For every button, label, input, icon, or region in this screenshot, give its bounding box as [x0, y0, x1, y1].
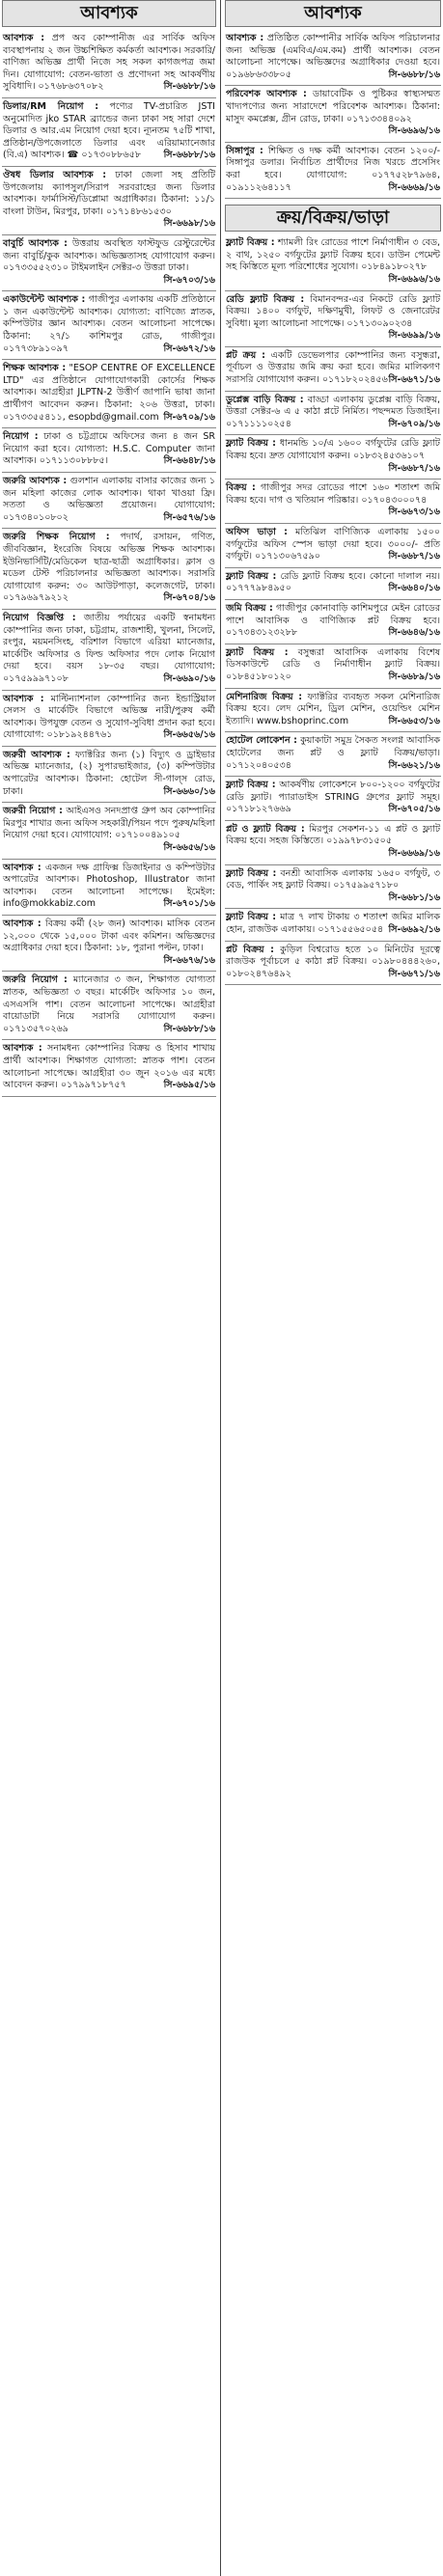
ad-keyword: সিঙ্গাপুর :: [226, 145, 263, 156]
ad-reference: সি-৬৬৬৯/১৬: [388, 181, 440, 193]
classified-ad: [225, 347, 441, 392]
ad-text: একটি ডেভেলপার কোম্পানির জন্য বসুন্ধরা, পূর্বাচল ও উত্তরায় জমি ক্রয় করা হবে। জমির মালিকগণ সরাসরি যোগাযোগ করুন। ০১৭১৮২০২৪৫৬: [226, 349, 440, 386]
ad-text: পণ্যের TV-প্রচারিত JSTI অনুমোদিত jko STAR ব্র্যান্ডের জন্য ঢাকা সহ সারা দেশে ডিলার ও আর.এম নিয়োগ দেয়া হবে। ন্যূনতম ৭৫টি শাখা, প্রতিষ্ঠান/উপজেলাতে ডিলার এবং এরিয়াম্যানেজার (বি.এ) আবশ্যক। ☎ ০১৭৩০৮৮৬৫৮: [3, 100, 215, 161]
ad-text: গাজীপুর কোনাবাড়ি কাশিমপুরে মেইন রোডের পাশে আবাসিক ও বাণিজ্যিক প্লট বিক্রয় হবে। ০১৭৩৪৩১২৩২৮৮: [226, 602, 441, 639]
classified-ad: [2, 529, 216, 610]
ad-keyword: আবশ্যক :: [3, 693, 44, 704]
ad-text: সনামধন্য কোম্পানির বিক্রয় ও হিসাব শাখায় প্রার্থী আবশ্যক। শিক্ষাগত যোগ্যতা: স্নাতক পাশ। বেতন আলোচনা সাপেক্ষে। আগ্রহীরা ৩০ জুন ২০১৬ এর মধ্যে আবেদন করুন। ০১৭৯৯৭১৮৭৫৭: [3, 1043, 215, 1091]
left-column: [2, 0, 216, 1097]
left-ads-list: [2, 30, 216, 1097]
classified-ad: [2, 860, 216, 916]
classified-ad: [2, 916, 216, 972]
ad-reference: সি-৬৭০১/১৬: [163, 898, 215, 910]
classified-ad: [225, 435, 441, 480]
classified-ad: [2, 473, 216, 529]
classified-ad: [2, 972, 216, 1040]
ad-text: বিক্রয় কর্মী (২৮ জন) আবশ্যক। মাসিক বেতন ১২,০০০ থেকে ১৫,০০০ টাকা এবং কমিশন। অভিজ্ঞদের অগ্রাধিকার দেয়া হবে। ঠিকানা: ১৮, পুরানা পল্টন, ঢাকা।: [3, 918, 216, 954]
ad-text: মতিঝিল বাণিজ্যিক এলাকায় ১৫০০ বর্গফুটের অফিস স্পেস ভাড়া দেয়া হবে। ৩০০০/- প্রতি বর্গফুট। ০১৭১৩০৬৭৫৯০: [226, 527, 441, 562]
ad-reference: সি-৬৬৮৯/১৬: [388, 671, 440, 682]
ad-text: শিক্ষিত ও দক্ষ কর্মী আবশ্যক। বেতন ১২০০/- সিঙ্গাপুর ডলার। নির্বাচিত প্রার্থীদের নিজ খরচে প্রসেসিং করা হবে। যোগাযোগ: ০১৭৭৫২৮৭৯৬৪, ০১৯১১২৬৪১১৭: [226, 145, 440, 193]
classified-ad: [2, 691, 216, 747]
ad-reference: সি-৬৭০৯/১৬: [163, 411, 215, 423]
ad-text: গাজীপুর এলাকায় একটি প্রতিষ্ঠানে ১ জন একাউন্টেন্ট আবশ্যক। যোগ্যতা: বাণিজ্যে স্নাতক, কম্পিউটার জ্ঞান আবশ্যক। বেতন আলোচনা সাপেক্ষে। ঠিকানা: ২৭/১ কাশিমপুর রোড, গাজীপুর। ০১৭৭৩৮৯১০৯৭: [3, 294, 215, 354]
ad-keyword: জরুরী আবশ্যক :: [3, 749, 70, 760]
ad-keyword: জরুরি নিয়োগ :: [3, 974, 68, 986]
ad-reference: সি-৬৬৪৬/১৬: [388, 627, 440, 639]
ad-text: বনশ্রী আবাসিক এলাকায় ১৬৫০ বর্গফুট, ৩ বেড, পার্কিং সহ ফ্ল্যাট বিক্রয়। ০১৭৫৯৯৫৭১৮০: [226, 867, 440, 891]
ad-text: "ESOP CENTRE OF EXCELLENCE LTD" এর প্রতিষ্ঠানে যোগাযোগকারী কোর্সের শিক্ষক আবশ্যক। আগ্রহীরা JLPTN-2 উত্তীর্ণ জাপানি ভাষা জানা প্রার্থীগণ আবেদন করুন। ঠিকানা: ২০৬ উত্তরা, ঢাকা। ০১৭৩৩৫৫৪১১, esopbd@gmail.com: [3, 363, 215, 423]
ad-keyword: রেডি ফ্ল্যাট বিক্রয় :: [226, 293, 305, 305]
ad-text: কুড়িল বিশ্বরোড হতে ১০ মিনিটের দূরত্বে রাজউক পূর্বাচলে ৫ কাঠা প্লট বিক্রয়। ০১৯৮০৪৪৪২৬০, ০১৮০২৪৭৬৪৯২: [226, 944, 440, 979]
ad-reference: সি-৬৬৭৩/১৬: [388, 507, 440, 518]
classified-ad: [225, 732, 441, 777]
classified-ad: [225, 30, 441, 86]
classified-ad: [2, 747, 216, 803]
ad-reference: সি-৬৬৭১/১৬: [388, 968, 440, 979]
ad-reference: সি-৬৬৫৩/১৬: [388, 715, 440, 726]
ad-keyword: হোটেল লোকেশন :: [226, 735, 297, 747]
ad-keyword: শিক্ষক আবশ্যক :: [3, 363, 67, 374]
ad-reference: সি-৬৭০৫/১৬: [388, 804, 440, 815]
ad-reference: সি-৬৬৯০/১৬: [163, 672, 215, 684]
ad-keyword: ফ্ল্যাট বিক্রয় :: [226, 912, 277, 923]
classified-ad: [225, 480, 441, 524]
ad-reference: সি-৬৫৭৬/১৬: [163, 511, 215, 523]
ad-reference: সি-৬৬৬০/১৬: [163, 785, 215, 797]
ad-text: বাড্ডা এলাকায় ডুপ্লেক্স বাড়ি বিক্রয়, উত্তরা সেক্টর-৬ এ ৫ কাঠা প্লটে নির্মিত। পছন্দমত ডিজাইন। ০১৭১১১১০২৫৪: [226, 394, 440, 429]
ad-reference: সি-৬৬২১/১৬: [388, 759, 440, 771]
classified-ad: [225, 392, 441, 436]
ad-keyword: ফ্ল্যাট বিক্রয় :: [226, 570, 277, 582]
ad-text: বসুন্ধরা আবাসিক এলাকায় বিশেষ ডিসকাউন্টে রেডি ও নির্মাণাধীন ফ্ল্যাট বিক্রয়। ০১৮৪৫১৮০১২০: [226, 646, 440, 682]
section-header-buy-sell: ক্রয়/বিক্রয়/ভাড়া: [225, 205, 441, 232]
ad-text: একজন দক্ষ গ্রাফিক্স ডিজাইনার ও কম্পিউটার অপারেটর আবশ্যক। Photoshop, Illustrator জানা আবশ্যক। বেতন আলোচনা সাপেক্ষে। ইমেইল: info@mokkabiz.com: [3, 862, 215, 910]
ad-keyword: নিয়োগ :: [3, 431, 39, 443]
ad-keyword: জরুরি আবশ্যক :: [3, 476, 68, 486]
ad-keyword: বাবুর্চি আবশ্যক :: [3, 237, 68, 249]
ad-keyword: প্লট ক্রয় :: [226, 349, 265, 361]
classified-ad: [2, 291, 216, 360]
buy-sell-ads-list: [225, 234, 441, 985]
classified-ad: [2, 167, 216, 235]
ad-text: আইএসও সনদপ্রাপ্ত গ্রুপ অব কোম্পানির মিরপুর শাখার জন্য অফিস সহকারী/পিয়ন পদে পুরুষ/মহিলা নিয়োগ দেয়া হবে। যোগাযোগ: ০১৭১০০৪৯১০৫: [3, 806, 215, 841]
ad-text: ঢাকা ও চট্টগ্রামে অফিসের জন্য ৪ জন SR নিয়োগ করা হবে। যোগ্যতা: H.S.C. Computer জানা আবশ্যক। ০১৭১১৩০৮৮৮৫।: [3, 431, 215, 467]
ad-text: জাতীয় পর্যায়ের একটি স্বনামধন্য কোম্পানির জন্য ঢাকা, চট্টগ্রাম, রাজশাহী, খুলনা, সিলেট, রংপুর, ময়মনসিংহ, বরিশাল বিভাগে এরিয়া ম্যানেজার, মার্কেটিং অফিসার ও ফিল্ড অফিসার পদে লোক নিয়োগ দেয়া হবে। বয়স ১৮-৩৫ বছর। যোগাযোগ: ০১৭৫৯৯৯৭১০৮: [3, 612, 215, 684]
classified-ad: [2, 1040, 216, 1096]
classified-ad: [225, 291, 441, 347]
ad-reference: সি-৬৬৪০/১৬: [388, 583, 440, 594]
ad-text: রেডি ফ্ল্যাট বিক্রয় হবে। কোনো দালাল নয়। ০১৭৭৭৯৮৪৯৫০: [226, 570, 440, 594]
ad-text: ডায়াবেটিক ও পুষ্টিকর স্বাস্থ্যসম্মত খাদ্যপণ্যের জন্য সারাদেশে পরিবেশক আবশ্যক। ঠিকানা: মাসুদ কমপ্লেক্স, গ্রীন রোড, ঢাকা। ০১৭১৩৩৪৪০৯২: [226, 89, 440, 124]
ad-text: ঢাকা জেলা সহ প্রতিটি উপজেলায় ক্যাপসুল/সিরাপ সরবরাহের জন্য ডিলার আবশ্যক। ফার্মাসিস্ট/ডিপ্লোমা অগ্রাধিকার। ঠিকানা: ১১/১ বাংলা টাউন, মিরপুর, ঢাকা। ০১৭১৪৮৬১৫৩০: [3, 169, 215, 217]
ad-keyword: একাউন্টেন্ট আবশ্যক :: [3, 294, 86, 306]
classified-ad: [225, 909, 441, 941]
classified-ad: [2, 610, 216, 691]
section-header-left: আবশ্যক: [2, 0, 216, 27]
ad-text: মাল্টিন্যাশনাল কোম্পানির জন্য ইন্ডাস্ট্রিয়াল সেলস ও মার্কেটিং বিভাগে অভিজ্ঞ নারী/পুরুষ কর্মী আবশ্যক। উপযুক্ত বেতন ও সুযোগ-সুবিধা প্রদান করা হবে। যোগাযোগ: ০১৮১৯২৪৪৭৬১: [3, 693, 215, 741]
classified-ad: [225, 143, 441, 199]
ad-text: বিমানবন্দর-এর নিকটে রেডি ফ্ল্যাট বিক্রয়। ১৪০০ বর্গফুট, দক্ষিণমুখী, লিফট ও জেনারেটর সুবিধা। মূল্য আলোচনা সাপেক্ষে। ০১৭১৩০৯০২৩৪: [226, 293, 441, 329]
ad-keyword: আবশ্যক :: [226, 33, 264, 43]
ad-reference: সি-৬৬৮৮/১৬: [388, 69, 440, 80]
column-divider: [220, 0, 221, 2576]
classified-ad: [2, 803, 216, 859]
ad-keyword: প্লট ও ফ্ল্যাট বিক্রয় :: [226, 823, 305, 835]
ad-text: পদার্থ, রসায়ন, গণিত, জীববিজ্ঞান, ইংরেজি বিষয়ে অভিজ্ঞ শিক্ষক আবশ্যক। ইউনিভার্সিটি/মেডিকেল ছাত্র-ছাত্রী অগ্রাধিকার। ক্লাস ও মডেল টেস্ট পরিচালনার অভিজ্ঞতা আবশ্যক। সরাসরি যোগাযোগ করুন: ৩০ আউটপাড়া, কলেজগেট, ঢাকা। ০১৭৯৬৯৭৯২১২: [3, 532, 215, 604]
right-ads-list: [225, 30, 441, 199]
ad-text: ফ্যাক্টরির জন্য (১) বিদ্যুৎ ও ড্রাইভার অভিজ্ঞ ম্যানেজার, (২) সুপারভাইজার, (৩) কম্পিউটার অপারেটর আবশ্যক। ঠিকানা: হোটেল সী-গাল্‌স রোড, ঢাকা।: [3, 749, 215, 797]
ad-keyword: প্লট বিক্রয় :: [226, 944, 274, 955]
ad-keyword: নিয়োগ বিজ্ঞপ্তি :: [3, 612, 76, 623]
ad-keyword: বিক্রয় :: [226, 482, 256, 494]
ad-reference: সি-৬৬৯৯/১৬: [388, 330, 440, 342]
ad-reference: সি-৬৬৫৬/১৬: [163, 729, 215, 741]
ad-reference: সি-৬৬৫৬/১৬: [163, 842, 215, 854]
ad-reference: সি-৬৬৮৭/১৬: [388, 462, 440, 474]
ad-keyword: জরুরী নিয়োগ :: [3, 806, 63, 817]
right-column: [225, 0, 441, 985]
ad-keyword: ঔষধ ডিলার আবশ্যক :: [3, 169, 107, 180]
ad-reference: সি-৬৬৯৫/১৬: [163, 1080, 215, 1091]
ad-reference: সি-৬৭০৩/১৬: [163, 274, 215, 286]
ad-reference: সি-৬৬৭২/১৬: [163, 343, 215, 354]
ad-text: উত্তরায় অবস্থিত ফাস্টফুড রেস্টুরেন্টের জন্য বাবুর্চি/কুক আবশ্যক। অভিজ্ঞতাসহ যোগাযোগ করুন। ০১৭৩৩৫৫২৩১০ টাইমলাইন সেক্টর-৩ উত্তরা ঢাকা।: [3, 237, 216, 274]
ad-text: গুলশান এলাকায় বাসার কাজের জন্য ১ জন মহিলা কাজের লোক আবশ্যক। থাকা খাওয়া ফ্রি। সততা ও অভিজ্ঞতা প্রয়োজন। যোগাযোগ: ০১৭৩৪০১০৮০২: [3, 476, 215, 523]
ad-reference: সি-৬৬৮৮/১৬: [163, 150, 215, 161]
ad-reference: সি-৬৬৯৮/১৬: [163, 218, 215, 230]
ad-reference: সি-৬৬৮৮/১৬: [163, 81, 215, 93]
ad-keyword: ডুপ্লেক্স বাড়ি বিক্রয় :: [226, 394, 304, 405]
ad-text: মাত্র ৭ লাখ টাকায় ৩ শতাংশ জমির মালিক হোন, রাজউক এলাকায়। ০১৭১৫৫৬৫০৫৪: [226, 912, 440, 936]
ad-reference: সি-৬৬৭১/১৬: [388, 374, 440, 386]
classified-ad: [225, 86, 441, 142]
ad-keyword: আবশ্যক :: [3, 918, 42, 929]
classified-ad: [2, 360, 216, 428]
ad-text: আকর্ষণীয় লোকেশনে ৮০০-১২০০ বর্গফুটের রেডি ফ্ল্যাট। প্যারাডাইস STRING গ্রুপের ফ্ল্যাট সমূহ। ০১৭১৮১২৭৬৬৯: [226, 780, 440, 815]
ad-reference: সি-৬৬৮১/১৬: [388, 891, 440, 903]
classified-ad: [225, 234, 441, 290]
ad-text: শ্যামলী রিং রোডের পাশে নির্মাণাধীন ৩ বেড, ২ বাথ, ১২৫০ বর্গফুটের ফ্ল্যাট বিক্রয় হবে। ডাউন পেমেন্ট সহ কিস্তিতে মূল্য পরিশোধের সুযোগ। ০১৮৪৯১৮০২৭৮: [226, 237, 440, 273]
ad-reference: সি-৬৬৯২/১৬: [388, 924, 440, 936]
ad-keyword: আবশ্যক :: [3, 33, 45, 43]
ad-keyword: আবশ্যক :: [3, 862, 42, 873]
ad-reference: সি-৬৬৮৮/১৬: [163, 1023, 215, 1034]
ad-reference: সি-৬৬৬৯/১৬: [388, 848, 440, 860]
ad-reference: সি-৬৭০৪/১৬: [163, 592, 215, 604]
section-header-right: আবশ্যক: [225, 0, 441, 27]
classified-ad: [225, 524, 441, 568]
ad-keyword: ফ্ল্যাট বিক্রয় :: [226, 237, 275, 249]
ad-text: প্রপ অব কোম্পানীজ এর সার্বিক অফিস ব্যবস্থাপনায় ২ জন উচ্চশিক্ষিত কর্মকর্তা আবশ্যক। সরকারি/বাণিজ্য অভিজ্ঞ প্রার্থী নিজে সহ সকল কাগজপত্র জমা দিন। যোগাযোগ: বেতন-ভাতা ও প্রণোদনা সহ আকর্ষণীয় সুবিধাদি। ০১৭৬৮৬৩৭০৮২: [3, 33, 215, 93]
ad-text: ম্যানেজার ৩ জন, শিক্ষাগত যোগ্যতা স্নাতক, অভিজ্ঞতা ৩ বছর। মার্কেটিং অফিসার ১০ জন, এসএসসি পাশ। বেতন আলোচনা সাপেক্ষে। আগ্রহীরা বায়োডাটা নিয়ে সরাসরি যোগাযোগ করুন। ০১৭১৩৫৭০২৬৯: [3, 974, 215, 1034]
ad-reference: সি-৬৬৯৬/১৬: [388, 125, 440, 137]
ad-text: প্রতিষ্ঠিত কোম্পানীর সার্বিক অফিস পরিচালনার জন্য অভিজ্ঞ (এমবিএ/এম.কম) প্রার্থী আবশ্যক। বেতন আলোচনা সাপেক্ষে। অভিজ্ঞদের অগ্রাধিকার দেওয়া হবে। ০১৯৬৮৬৩৩৮০৫: [226, 33, 440, 80]
ad-keyword: ফ্ল্যাট বিক্রয় :: [226, 646, 289, 658]
ad-reference: সি-৬৬৪৮/১৬: [163, 455, 215, 467]
ad-reference: সি-৬৬৭৬/১৬: [163, 954, 215, 966]
ad-text: মিরপুর সেকশন-১১ এ প্লট ও ফ্ল্যাট বিক্রয় হবে। সহজ কিস্তিতে। ০১৯৯৭৮৩১৫০৫: [226, 823, 440, 847]
classified-ad: [225, 689, 441, 733]
ad-keyword: ফ্ল্যাট বিক্রয় :: [226, 438, 276, 450]
classified-ad: [2, 30, 216, 98]
classified-ad: [225, 821, 441, 865]
classified-ad: [225, 865, 441, 910]
classified-ad: [225, 777, 441, 821]
ad-text: কুয়াকাটা সমুদ্র সৈকত সংলগ্ন আবাসিক হোটেলের জন্য প্লট ও ফ্ল্যাট বিক্রয়/ভাড়া। ০১৭১২০৪০৫৩৪: [226, 735, 440, 771]
ad-reference: সি-৬৭০৯/১৬: [388, 418, 440, 429]
classified-ad: [225, 644, 441, 689]
ad-keyword: মেশিনারিজ বিক্রয় :: [226, 691, 303, 702]
ad-keyword: অফিস ভাড়া :: [226, 527, 288, 537]
classified-ad: [2, 428, 216, 473]
ad-reference: সি-৬৬৯৬/১৬: [388, 273, 440, 285]
ad-keyword: ডিলার/RM নিয়োগ :: [3, 100, 99, 112]
ad-text: গাজীপুর সদর রোডের পাশে ১৬০ শতাংশ জমি বিক্রয় হবে। দাগ ও খতিয়ান পরিষ্কার। ০১৭০৪৩০০০৭৪: [226, 482, 440, 506]
classified-ad: [225, 568, 441, 600]
ad-keyword: পরিবেশক আবশ্যক :: [226, 89, 307, 100]
ad-text: ফ্যাক্টরির ব্যবহৃত সকল মেশিনারিজ বিক্রয় হবে। লেদ মেশিন, ড্রিল মেশিন, ওয়েল্ডিং মেশিন ইত্যাদি। www.bshoprinc.com: [226, 691, 441, 726]
ad-reference: সি-৬৬৮৭/১৬: [388, 551, 440, 562]
classified-ad: [2, 235, 216, 291]
ad-keyword: জমি বিক্রয় :: [226, 602, 273, 614]
classified-ad: [225, 600, 441, 644]
classified-ad: [225, 942, 441, 986]
ad-text: ধানমন্ডি ১০/এ ১৬০০ বর্গফুটের রেডি ফ্ল্যাট বিক্রয় হবে। দ্রুত যোগাযোগ করুন। ০১৮৩২৪৫৩৬১০৭: [226, 438, 440, 462]
ad-keyword: ফ্ল্যাট বিক্রয় :: [226, 867, 277, 879]
classified-ad: [2, 98, 216, 167]
ad-keyword: জরুরি শিক্ষক নিয়োগ :: [3, 532, 110, 543]
ad-keyword: আবশ্যক :: [3, 1043, 42, 1055]
ad-keyword: ফ্ল্যাট বিক্রয় :: [226, 780, 276, 791]
